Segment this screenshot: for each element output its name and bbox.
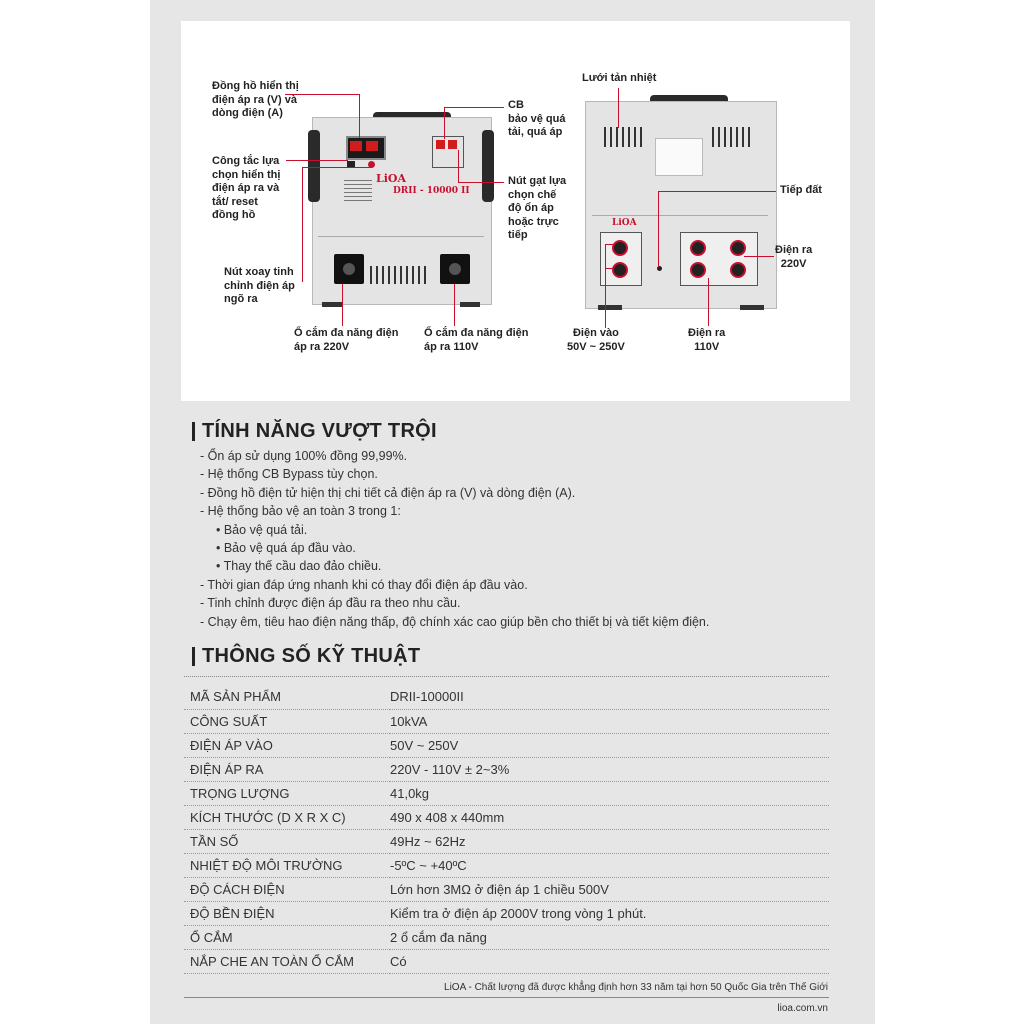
leader-out220 (744, 256, 774, 257)
leader-input-v (605, 244, 606, 328)
front-brand-logo: LiOA (376, 172, 407, 185)
leader-cb-h (444, 107, 504, 108)
leader-input-h2 (605, 268, 613, 269)
feature-item: - Hệ thống bảo vệ an toàn 3 trong 1: (200, 504, 401, 519)
front-model-label: DRII - 10000 II (393, 186, 470, 196)
spec-value: 41,0kg (390, 781, 829, 805)
callout-cb-protection: CB bảo vệ quá tải, quá áp (508, 99, 566, 138)
output-110v-terminal-top-icon[interactable] (690, 240, 706, 256)
specs-heading: THÔNG SỐ KỸ THUẬT (192, 645, 420, 668)
front-foot-left (322, 302, 342, 307)
spec-value: 220V - 110V ± 2~3% (390, 757, 829, 781)
table-row (184, 709, 829, 733)
specs-top-rule (184, 676, 829, 677)
feature-subitem: • Bảo vệ quá tải. (216, 522, 308, 537)
front-vent-grille (370, 266, 428, 284)
feature-subitem: • Bảo vệ quá áp đầu vào. (216, 540, 356, 555)
input-terminal-top-icon[interactable] (612, 240, 628, 256)
leader-ground-v (658, 191, 659, 267)
spec-key: ĐỘ BỀN ĐIỆN (184, 901, 390, 925)
leader-knob-h (302, 167, 372, 168)
table-row (184, 949, 829, 973)
leader-socket220 (342, 284, 343, 326)
socket-220v-icon[interactable] (334, 254, 364, 284)
spec-value: 2 ổ cắm đa năng (390, 925, 829, 949)
spec-key: NẮP CHE AN TOÀN Ổ CẮM (184, 949, 390, 973)
callout-toggle-mode: Nút gạt lựa chọn chế độ ổn áp hoặc trực tiếp (508, 175, 567, 241)
callout-input: Điện vào 50V ~ 250V (567, 327, 625, 353)
footer-url[interactable]: lioa.com.vn (777, 1003, 828, 1014)
table-row (184, 901, 829, 925)
meter-digits-amp (366, 141, 378, 151)
feature-item: - Tinh chỉnh được điện áp đầu ra theo nhu cầu. (200, 596, 461, 611)
socket-110v-icon[interactable] (440, 254, 470, 284)
spec-value: 10kVA (390, 709, 829, 733)
leader-out110 (708, 278, 709, 326)
table-row (184, 757, 829, 781)
heat-sink-grille-left (604, 127, 644, 147)
feature-item: - Ổn áp sử dụng 100% đồng 99,99%. (200, 449, 408, 463)
table-row (184, 877, 829, 901)
callout-adjust-knob: Nút xoay tinh chỉnh điện áp ngõ ra (224, 266, 295, 305)
table-row (184, 829, 829, 853)
spec-value: -5ºC ~ +40ºC (390, 853, 829, 877)
leader-switch (286, 160, 348, 161)
input-terminal-bottom-icon[interactable] (612, 262, 628, 278)
output-220v-terminal-top-icon[interactable] (730, 240, 746, 256)
spec-key: Ổ CẮM (184, 925, 390, 949)
table-row (184, 733, 829, 757)
spec-key: KÍCH THƯỚC (D X R X C) (184, 805, 390, 829)
leader-socket110 (454, 284, 455, 326)
front-right-handle (482, 130, 494, 202)
callout-selector-switch: Công tắc lựa chọn hiển thị điện áp ra và tắt/ reset đồng hồ (212, 155, 281, 221)
feature-item: - Thời gian đáp ứng nhanh khi có thay đổi điện áp đầu vào. (200, 577, 528, 592)
spec-plate (344, 180, 372, 202)
rear-foot-right (740, 305, 764, 310)
output-terminal-box (680, 232, 758, 286)
feature-item: - Hệ thống CB Bypass tùy chọn. (200, 467, 378, 482)
spec-key: TRỌNG LƯỢNG (184, 781, 390, 805)
callout-output-110: Điện ra 110V (688, 327, 726, 353)
table-row (184, 925, 829, 949)
leader-meter-v (359, 94, 360, 138)
rear-brand-logo: LiOA (612, 218, 637, 228)
output-220v-terminal-bottom-icon[interactable] (730, 262, 746, 278)
output-110v-terminal-bottom-icon[interactable] (690, 262, 706, 278)
table-row (184, 853, 829, 877)
spec-key: CÔNG SUẤT (184, 709, 390, 733)
spec-key: ĐỘ CÁCH ĐIỆN (184, 877, 390, 901)
toggle-mode-icon[interactable] (448, 140, 457, 149)
feature-subitem: • Thay thế cầu dao đảo chiều. (216, 559, 382, 574)
cb-breaker-icon[interactable] (436, 140, 445, 149)
leader-knob-v (302, 167, 303, 282)
features-heading: TÍNH NĂNG VƯỢT TRỘI (192, 420, 437, 443)
feature-item: - Chạy êm, tiêu hao điện năng thấp, độ chính xác cao giúp bền cho thiết bị và tiết kiệm điện. (200, 614, 710, 629)
leader-input-h1 (605, 244, 613, 245)
spec-value: 50V ~ 250V (390, 733, 829, 757)
spec-key: TẦN SỐ (184, 829, 390, 853)
callout-output-220: Điện ra 220V (775, 244, 813, 270)
leader-cb-v (444, 107, 445, 139)
callout-ground: Tiếp đất (780, 184, 822, 196)
spec-value: Có (390, 949, 829, 973)
callout-meter-display: Đồng hồ hiển thị điện áp ra (V) và dòng điện (A) (212, 80, 299, 119)
spec-key: NHIỆT ĐỘ MÔI TRƯỜNG (184, 853, 390, 877)
leader-heatsink (618, 88, 619, 128)
footer-tagline: LiOA - Chất lượng đã được khẳng định hơn 33 năm tại hơn 50 Quốc Gia trên Thế Giới (444, 982, 828, 993)
leader-ground-h (658, 191, 776, 192)
spec-key: ĐIỆN ÁP RA (184, 757, 390, 781)
rear-foot-left (598, 305, 622, 310)
leader-toggle-h (458, 182, 504, 183)
footer-rule (184, 997, 829, 998)
spec-value: Lớn hơn 3MΩ ở điện áp 1 chiều 500V (390, 877, 829, 901)
feature-item: - Đồng hồ điện tử hiện thị chi tiết cả điện áp ra (V) và dòng điện (A). (200, 485, 576, 500)
heat-sink-grille-right (712, 127, 752, 147)
meter-digits-volt (350, 141, 362, 151)
spec-value: 49Hz ~ 62Hz (390, 829, 829, 853)
specs-table (184, 685, 829, 974)
table-row (184, 685, 829, 709)
spec-value: 490 x 408 x 440mm (390, 805, 829, 829)
spec-key: MÃ SẢN PHẨM (184, 685, 390, 709)
callout-socket-110: Ổ cắm đa năng điện áp ra 110V (424, 327, 529, 353)
features-list (200, 447, 709, 631)
front-foot-right (460, 302, 480, 307)
leader-toggle-v (458, 150, 459, 182)
table-row (184, 805, 829, 829)
table-row (184, 781, 829, 805)
spec-key: ĐIỆN ÁP VÀO (184, 733, 390, 757)
rear-label-sticker (655, 138, 703, 176)
front-left-handle (308, 130, 320, 202)
spec-value: Kiểm tra ở điện áp 2000V trong vòng 1 phút. (390, 901, 829, 925)
callout-socket-220: Ổ cắm đa năng điện áp ra 220V (294, 327, 399, 353)
callout-heat-sink: Lưới tản nhiệt (582, 72, 657, 84)
spec-value: DRII-10000II (390, 685, 829, 709)
